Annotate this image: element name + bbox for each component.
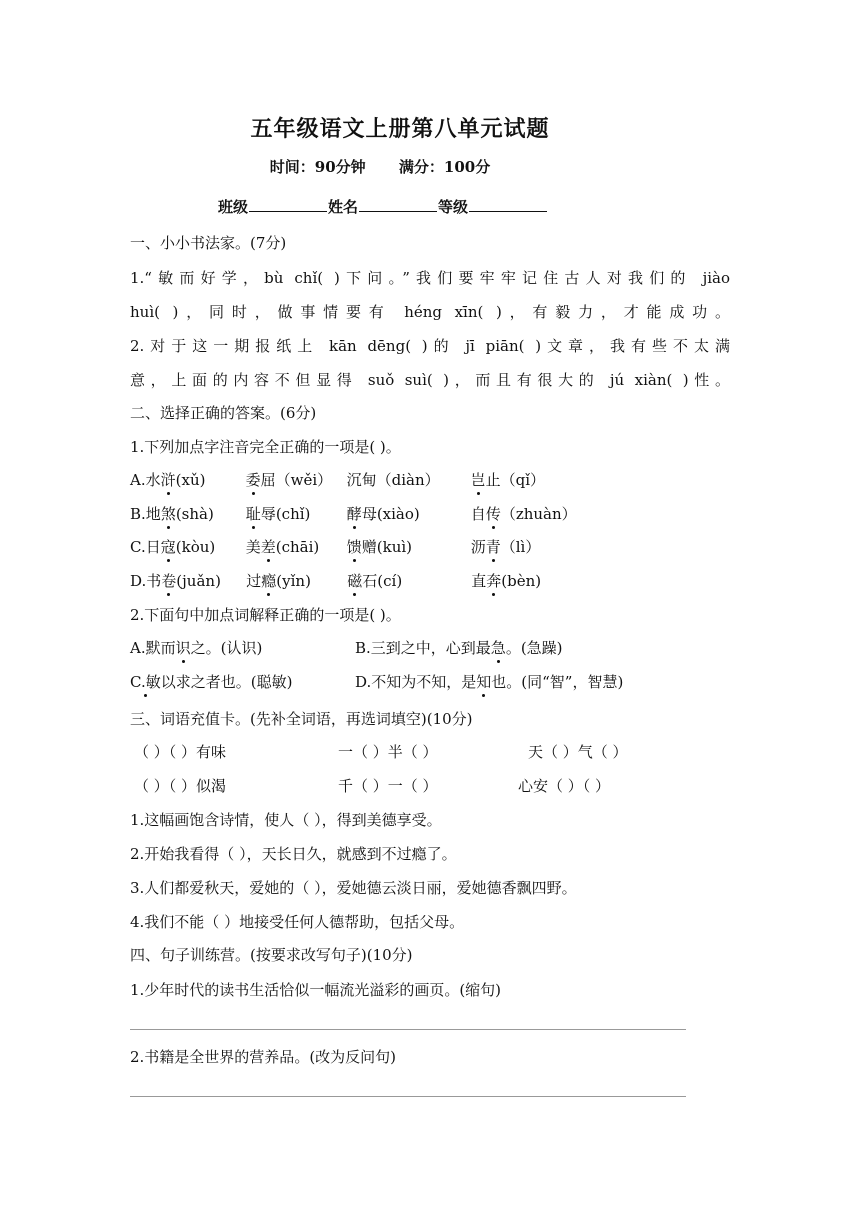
name-blank[interactable] [359, 197, 437, 212]
answer-line-1[interactable] [130, 1029, 686, 1030]
word-row-2 [134, 776, 610, 796]
dotted-char: 馈 [346, 538, 362, 556]
dotted-char: 卷 [161, 572, 177, 590]
dotted-char: 瘾 [261, 572, 277, 590]
dotted-char: 煞 [160, 505, 176, 523]
section-2-heading: 二、选择正确的答案。(6分) [130, 404, 317, 422]
dotted-char: 识 [175, 639, 191, 657]
option-label: C. [130, 538, 146, 556]
name-label: 姓名 [328, 198, 359, 216]
option-d-row: D.书卷(juǎn) 过瘾(yǐn) 磁石(cí) 直奔(bèn) [130, 572, 542, 590]
s2-question-1: 1.下列加点字注音完全正确的一项是( )。 [130, 438, 401, 456]
dotted-char: 差 [260, 538, 276, 556]
class-label: 班级 [218, 198, 249, 216]
s4-question-2: 2.书籍是全世界的营养品。(改为反问句) [130, 1048, 397, 1066]
dotted-char: 奔 [486, 572, 502, 590]
word-blank-1: （ ）（ ）有味 [134, 743, 227, 761]
option-b-row: B.地煞(shà) 耻辱(chǐ) 酵母(xiào) 自传（zhuàn） [130, 505, 577, 523]
grade-blank[interactable] [469, 197, 547, 212]
option-label: B. [130, 505, 146, 523]
word-blank-3: 天（ ）气（ ） [528, 743, 628, 761]
s2-question-2: 2.下面句中加点词解释正确的一项是( )。 [130, 606, 401, 624]
s3-sentence-3: 3.人们都爱秋天，爱她的（ ），爱她德云淡日丽，爱她德香飘四野。 [130, 879, 577, 897]
s1-line-3: 2.对于这一期报纸上 kān dēng( )的 jī piān( )文章，我有些不太满 [130, 337, 730, 355]
grade-label: 等级 [438, 198, 469, 216]
dotted-char: 酵 [346, 505, 362, 523]
s3-sentence-1: 1.这幅画饱含诗情，使人（ ），得到美德享受。 [130, 811, 442, 829]
s1-line-4: 意，上面的内容不但显得 suǒ suì( )，而且有很大的 jú xiàn( )性。 [130, 371, 730, 389]
word-row-1 [134, 742, 628, 762]
s2-options-cd: C.敏以求之者也。(聪敏) D.不知为不知，是知也。(同“智”，智慧) [130, 673, 624, 691]
dotted-char: 磁 [347, 572, 363, 590]
s2-options-ab: A.默而识之。(认识) B.三到之中，心到最急。(急躁) [130, 639, 563, 657]
s1-line-1: 1.“敏而好学，bù chǐ( )下问。”我们要牢牢记住古人对我们的 jiào [130, 269, 730, 287]
dotted-char: 知 [476, 673, 492, 691]
s3-sentence-4: 4.我们不能（ ）地接受任何人德帮助，包括父母。 [130, 913, 465, 931]
page-title: 五年级语文上册第八单元试题 [250, 116, 550, 142]
dotted-char: 耻 [245, 505, 261, 523]
option-c-row: C.日寇(kòu) 美差(chāi) 馈赠(kuì) 沥青（lì） [130, 538, 541, 556]
dotted-char: 急 [490, 639, 506, 657]
section-3-heading: 三、词语充值卡。(先补全词语，再选词填空)(10分) [130, 710, 473, 728]
exam-time: 时间：90分钟 [269, 158, 366, 176]
section-4-heading: 四、句子训练营。(按要求改写句子)(10分) [130, 946, 413, 964]
word-blank-6: 心安（ ）（ ） [518, 777, 611, 795]
class-blank[interactable] [249, 197, 327, 212]
student-info [218, 196, 548, 217]
exam-full-score: 满分：100分 [398, 158, 491, 176]
dotted-char: 岂 [470, 471, 486, 489]
option-label: D. [130, 572, 147, 590]
s1-line-2: huì( )，同时，做事情要有 héng xīn( )，有毅力，才能成功。 [130, 303, 730, 321]
exam-meta [0, 156, 760, 177]
dotted-char: 青 [485, 538, 501, 556]
word-blank-5: 千（ ）一（ ） [338, 777, 438, 795]
word-blank-4: （ ）（ ）似渴 [134, 777, 227, 795]
option-a-row: A.水浒(xǔ) 委屈（wěi） 沉甸（diàn） 岂止（qǐ） [130, 471, 546, 489]
s3-sentence-2: 2.开始我看得（ ），天长日久，就感到不过瘾了。 [130, 845, 457, 863]
word-blank-2: 一（ ）半（ ） [338, 743, 438, 761]
dotted-char: C.敏 [130, 673, 161, 691]
section-1-heading: 一、小小书法家。(7分) [130, 234, 287, 252]
dotted-char: 委 [245, 471, 261, 489]
dotted-char: 浒 [160, 471, 176, 489]
answer-line-2[interactable] [130, 1096, 686, 1097]
dotted-char: 寇 [160, 538, 176, 556]
option-label: A. [130, 471, 146, 489]
dotted-char: 传 [485, 505, 501, 523]
s4-question-1: 1.少年时代的读书生活恰似一幅流光溢彩的画页。(缩句) [130, 981, 502, 999]
